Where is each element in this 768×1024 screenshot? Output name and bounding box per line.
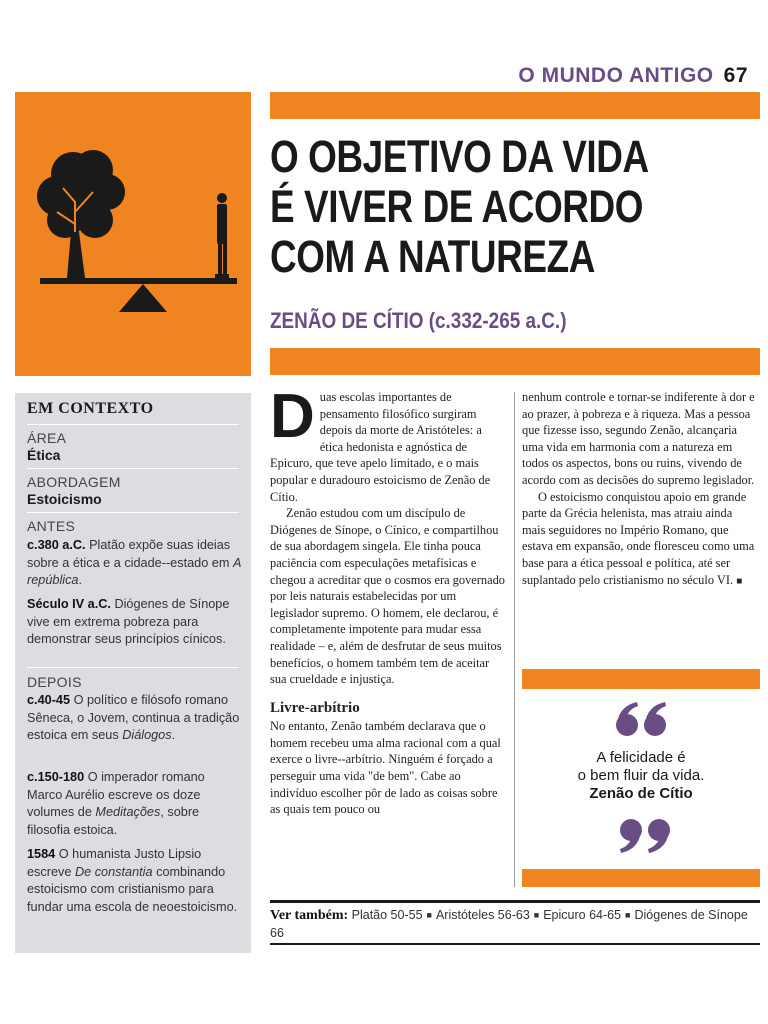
context-heading: EM CONTEXTO bbox=[27, 400, 154, 417]
end-mark: ■ bbox=[736, 575, 743, 587]
chapter-title bbox=[270, 132, 750, 282]
quote-bottom-bar bbox=[522, 869, 760, 887]
drop-cap: D bbox=[270, 382, 315, 451]
body-column-2 bbox=[522, 389, 758, 590]
paragraph: nenhum controle e tornar-se indiferente à dor e ao prazer, à pobreza e à riqueza. Mas a pessoa que fizesse isso, segundo Zenão, alcançaria uma vida em harmonia com a natureza em todos os aspectos, bons ou ruins, vivendo de acordo com as decisões do supremo legislador. bbox=[522, 390, 755, 487]
entry-text: O político e filósofo romano Sêneca, o Jovem, continua a tradição estoica em seus bbox=[27, 693, 240, 743]
entry-text-end: combinando estoicismo com cristianismo para fundar uma escola de neoestoicismo. bbox=[27, 864, 238, 914]
see-also-item: Aristóteles 56-63 bbox=[435, 908, 530, 922]
entry-date: c.380 a.C. bbox=[27, 538, 86, 552]
quote-author: Zenão de Cítio bbox=[589, 785, 693, 802]
paragraph: Zenão estudou com um discípulo de Diógenes de Sínope, o Cínico, e compartilhou de sua abordagem singela. Ele tinha pouca paciência com especulações metafísicas e chegou a acreditar que o cosmos era governado por leis naturais estabelecidas por um legislador supremo. O homem, ele declarou, é completamente impotente para mudar essa realidade – e, além de desfrutar de seus muitos benefícios, o homem também tem de aceitar sua crueldade e injustiça. bbox=[270, 506, 505, 687]
after-label: DEPOIS bbox=[27, 674, 82, 690]
context-divider bbox=[27, 468, 239, 469]
title-line-2: É VIVER DE ACORDO bbox=[270, 181, 644, 232]
approach-label: ABORDAGEM bbox=[27, 474, 121, 490]
entry-date: Século IV a.C. bbox=[27, 597, 111, 611]
entry-date: 1584 bbox=[27, 847, 56, 861]
section-subheading: Livre-arbítrio bbox=[270, 699, 360, 716]
see-also bbox=[270, 907, 760, 941]
title-line-3: COM A NATUREZA bbox=[270, 231, 595, 282]
entry-work-title: Diálogos bbox=[122, 728, 172, 743]
tree-and-man-on-seesaw-illustration bbox=[15, 92, 251, 376]
entry-date: c.150-180 bbox=[27, 770, 85, 784]
page-number: 67 bbox=[723, 64, 748, 87]
entry-text-end: . bbox=[171, 728, 176, 743]
column-divider bbox=[514, 392, 515, 887]
entry-date: c.40-45 bbox=[27, 693, 71, 707]
title-bottom-bar bbox=[270, 348, 760, 375]
see-also-label: Ver também: bbox=[270, 908, 349, 923]
paragraph: O estoicismo conquistou apoio em grande parte da Grécia helenista, mas atraiu ainda mais seguidores no Império Romano, que estava em expansão, onde floresceu como uma base para a ética pessoal e política, até ser suplantado pelo cristianismo no século VI. bbox=[522, 489, 755, 587]
before-label: ANTES bbox=[27, 518, 76, 534]
illustration-panel bbox=[15, 92, 251, 376]
separator: ■ bbox=[625, 910, 631, 920]
chapter-subtitle: ZENÃO DE CÍTIO (c.332-265 a.C.) bbox=[270, 308, 567, 333]
footer-rule bbox=[270, 943, 760, 945]
title-line-1: O OBJETIVO DA VIDA bbox=[270, 131, 649, 182]
entry-text: Platão expõe suas ideias sobre a ética e a cidade--estado em bbox=[27, 538, 231, 570]
entry-work-title: De constantia bbox=[74, 864, 153, 879]
entry-work-title: A república bbox=[27, 555, 241, 588]
see-also-item: Platão 50-55 bbox=[351, 908, 423, 922]
see-also-item: Diógenes de Sínope 66 bbox=[270, 908, 748, 940]
separator: ■ bbox=[426, 910, 432, 920]
context-divider bbox=[27, 667, 239, 668]
paragraph: uas escolas importantes de pensamento filosófico surgiram depois da morte de Aristóteles: a ética hedonista e agnóstica de Epicuro, que teve apelo limitado, e o mais popular e duradouro estoicismo de Zenão de Cítio. bbox=[270, 390, 491, 504]
quote-line: o bem fluir da vida. bbox=[577, 767, 705, 784]
footer-rule bbox=[270, 900, 760, 903]
context-divider bbox=[27, 424, 239, 425]
section-name: O MUNDO ANTIGO bbox=[518, 64, 714, 87]
paragraph: No entanto, Zenão também declarava que o homem recebeu uma alma racional com a qual exerce o livre--arbítrio. Ninguém é forçado a perseguir uma vida "de bem". Cabe ao indivíduo escolher pôr de lado as coisas sobre as quais tem pouco ou bbox=[270, 719, 501, 817]
entry-text: O humanista Justo Lipsio escreve bbox=[27, 847, 202, 879]
open-quote-icon bbox=[611, 700, 675, 740]
area-value: Ética bbox=[27, 447, 61, 463]
entry-text: Diógenes de Sínope vive em extrema pobreza para demonstrar seus princípios cínicos. bbox=[27, 597, 230, 647]
see-also-item: Epicuro 64-65 bbox=[543, 908, 622, 922]
running-head bbox=[518, 64, 748, 88]
before-entry bbox=[27, 537, 242, 590]
close-quote-icon bbox=[611, 815, 675, 855]
body-column-1 bbox=[270, 382, 506, 818]
area-label: ÁREA bbox=[27, 430, 67, 446]
context-divider bbox=[27, 512, 239, 513]
after-entry bbox=[27, 769, 242, 839]
separator: ■ bbox=[533, 910, 540, 920]
approach-value: Estoicismo bbox=[27, 491, 102, 507]
after-entry bbox=[27, 692, 242, 745]
quote-line: A felicidade é bbox=[596, 749, 686, 766]
entry-work-title: Meditações bbox=[95, 805, 161, 820]
after-entry bbox=[27, 846, 242, 916]
pull-quote bbox=[522, 749, 760, 803]
quote-top-bar bbox=[522, 669, 760, 689]
title-top-bar bbox=[270, 92, 760, 119]
entry-text: O imperador romano Marco Aurélio escreve os doze volumes de bbox=[27, 770, 205, 820]
entry-text-end: , sobre filosofia estoica. bbox=[27, 805, 200, 837]
entry-text-end: . bbox=[78, 573, 83, 588]
before-entry bbox=[27, 596, 242, 649]
